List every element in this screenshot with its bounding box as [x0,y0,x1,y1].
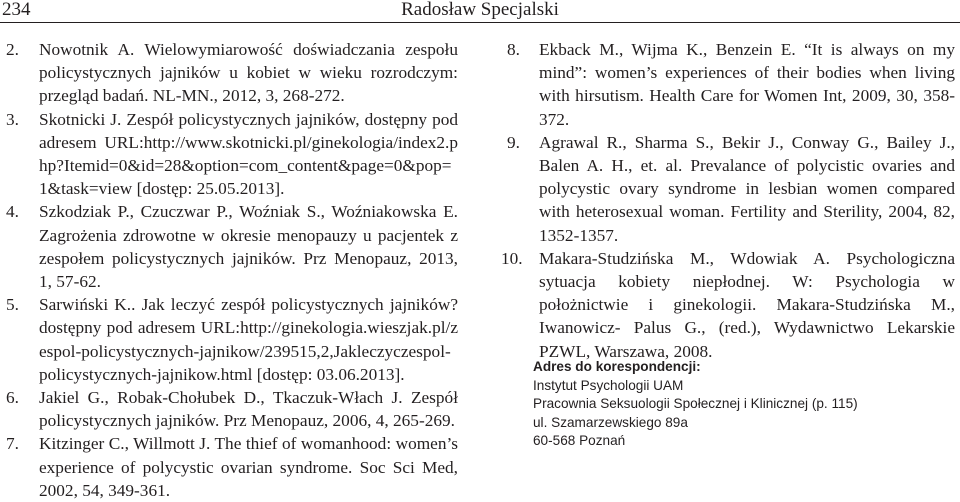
address-line: Instytut Psychologii UAM [533,377,684,393]
reference-text: Szkodziak P., Czuczwar P., Woźniak S., Woźniakowska E. Zagrożenia zdrowotne w okresie menopauzy u pacjentek z zespołem policystycznych jajników. Prz Menopauz, 2013, 1, 57-62. [39,202,458,292]
reference-item [6,38,458,108]
reference-number: 6. [6,388,19,408]
reference-text: Makara-Studzińska M., Wdowiak A. Psychologiczna sytuacja kobiety niepłodnej. W: Psychologia w położnictwie i ginekologii. Makara-Studzińska M., Iwanowicz- Palus G., (red.), Wydawnictwo Lekarskie PZWL, Warszawa, 2008. [539,248,955,361]
reference-number: 4. [6,202,19,222]
reference-text: Ekback M., Wijma K., Benzein E. “It is always on my mind”: women’s experiences of their bodies when living with hirsutism. Health Care for Women Int, 2009, 30, 358-372. [539,40,955,129]
reference-number: 5. [6,295,19,315]
header-rule [0,22,960,23]
address-line: Pracownia Seksuologii Społecznej i Klinicznej (p. 115) [533,396,858,412]
page-number: 234 [2,0,31,20]
reference-text: Skotnicki J. Zespół policystycznych jajników, dostępny pod adresem URL:http://www.skotnicki.pl/ginekologia/index2.php?Itemid=0&id=28&option=com_content&page=0&pop=1&task=view [dostęp: 25.05.2013]. [39,109,458,199]
reference-item [501,247,955,363]
reference-number: 10. [501,248,523,268]
reference-text: Sarwiński K.. Jak leczyć zespół policystycznych jajników? dostępny pod adresem URL:http://ginekologia.wieszjak.pl/zespol-policystycznych-jajnikow/239515,2,Jakleczyczespol- policystycznych-jajnikow.html [dostęp: 03.06.2013]. [39,295,458,384]
reference-text: Agrawal R., Sharma S., Bekir J., Conway G., Bailey J., Balen A. H., et. al. Prevalance of polycistic ovaries and polycystic ovary syndrome in lesbian women compared with heterosexual woman. Fertility and Sterility, 2004, 82, 1352-1357. [539,132,955,245]
correspondence-address [533,358,858,451]
reference-number: 8. [507,40,520,59]
reference-number: 3. [6,109,19,129]
reference-item [6,108,458,201]
correspondence-heading: Adres do korespondencji: [533,359,701,374]
references-left-column [6,38,458,502]
reference-item [507,131,955,247]
running-title: Radosław Specjalski [401,0,559,20]
reference-number: 9. [507,132,520,152]
reference-item [6,293,458,386]
reference-item [6,200,458,293]
reference-text: Jakiel G., Robak-Chołubek D., Tkaczuk-Włach J. Zespół policystycznych jajników. Prz Menopauz, 2006, 4, 265-269. [39,388,458,431]
address-line: 60-568 Poznań [533,433,626,449]
reference-item [6,386,458,432]
reference-number: 2. [6,40,19,59]
page-header [0,0,960,24]
reference-text: Kitzinger C., Willmott J. The thief of womanhood: women’s experience of polycystic ovarian syndrome. Soc Sci Med, 2002, 54, 349-361. [39,434,458,500]
reference-item [6,432,458,502]
address-line: ul. Szamarzewskiego 89a [533,414,688,430]
references-right-column [501,38,955,363]
reference-text: Nowotnik A. Wielowymiarowość doświadczania zespołu policystycznych jajników u kobiet w wieku rozrodczym: przegląd badań. NL-MN., 2012, 3, 268-272. [39,40,458,106]
reference-item [507,38,955,131]
reference-number: 7. [6,434,19,454]
